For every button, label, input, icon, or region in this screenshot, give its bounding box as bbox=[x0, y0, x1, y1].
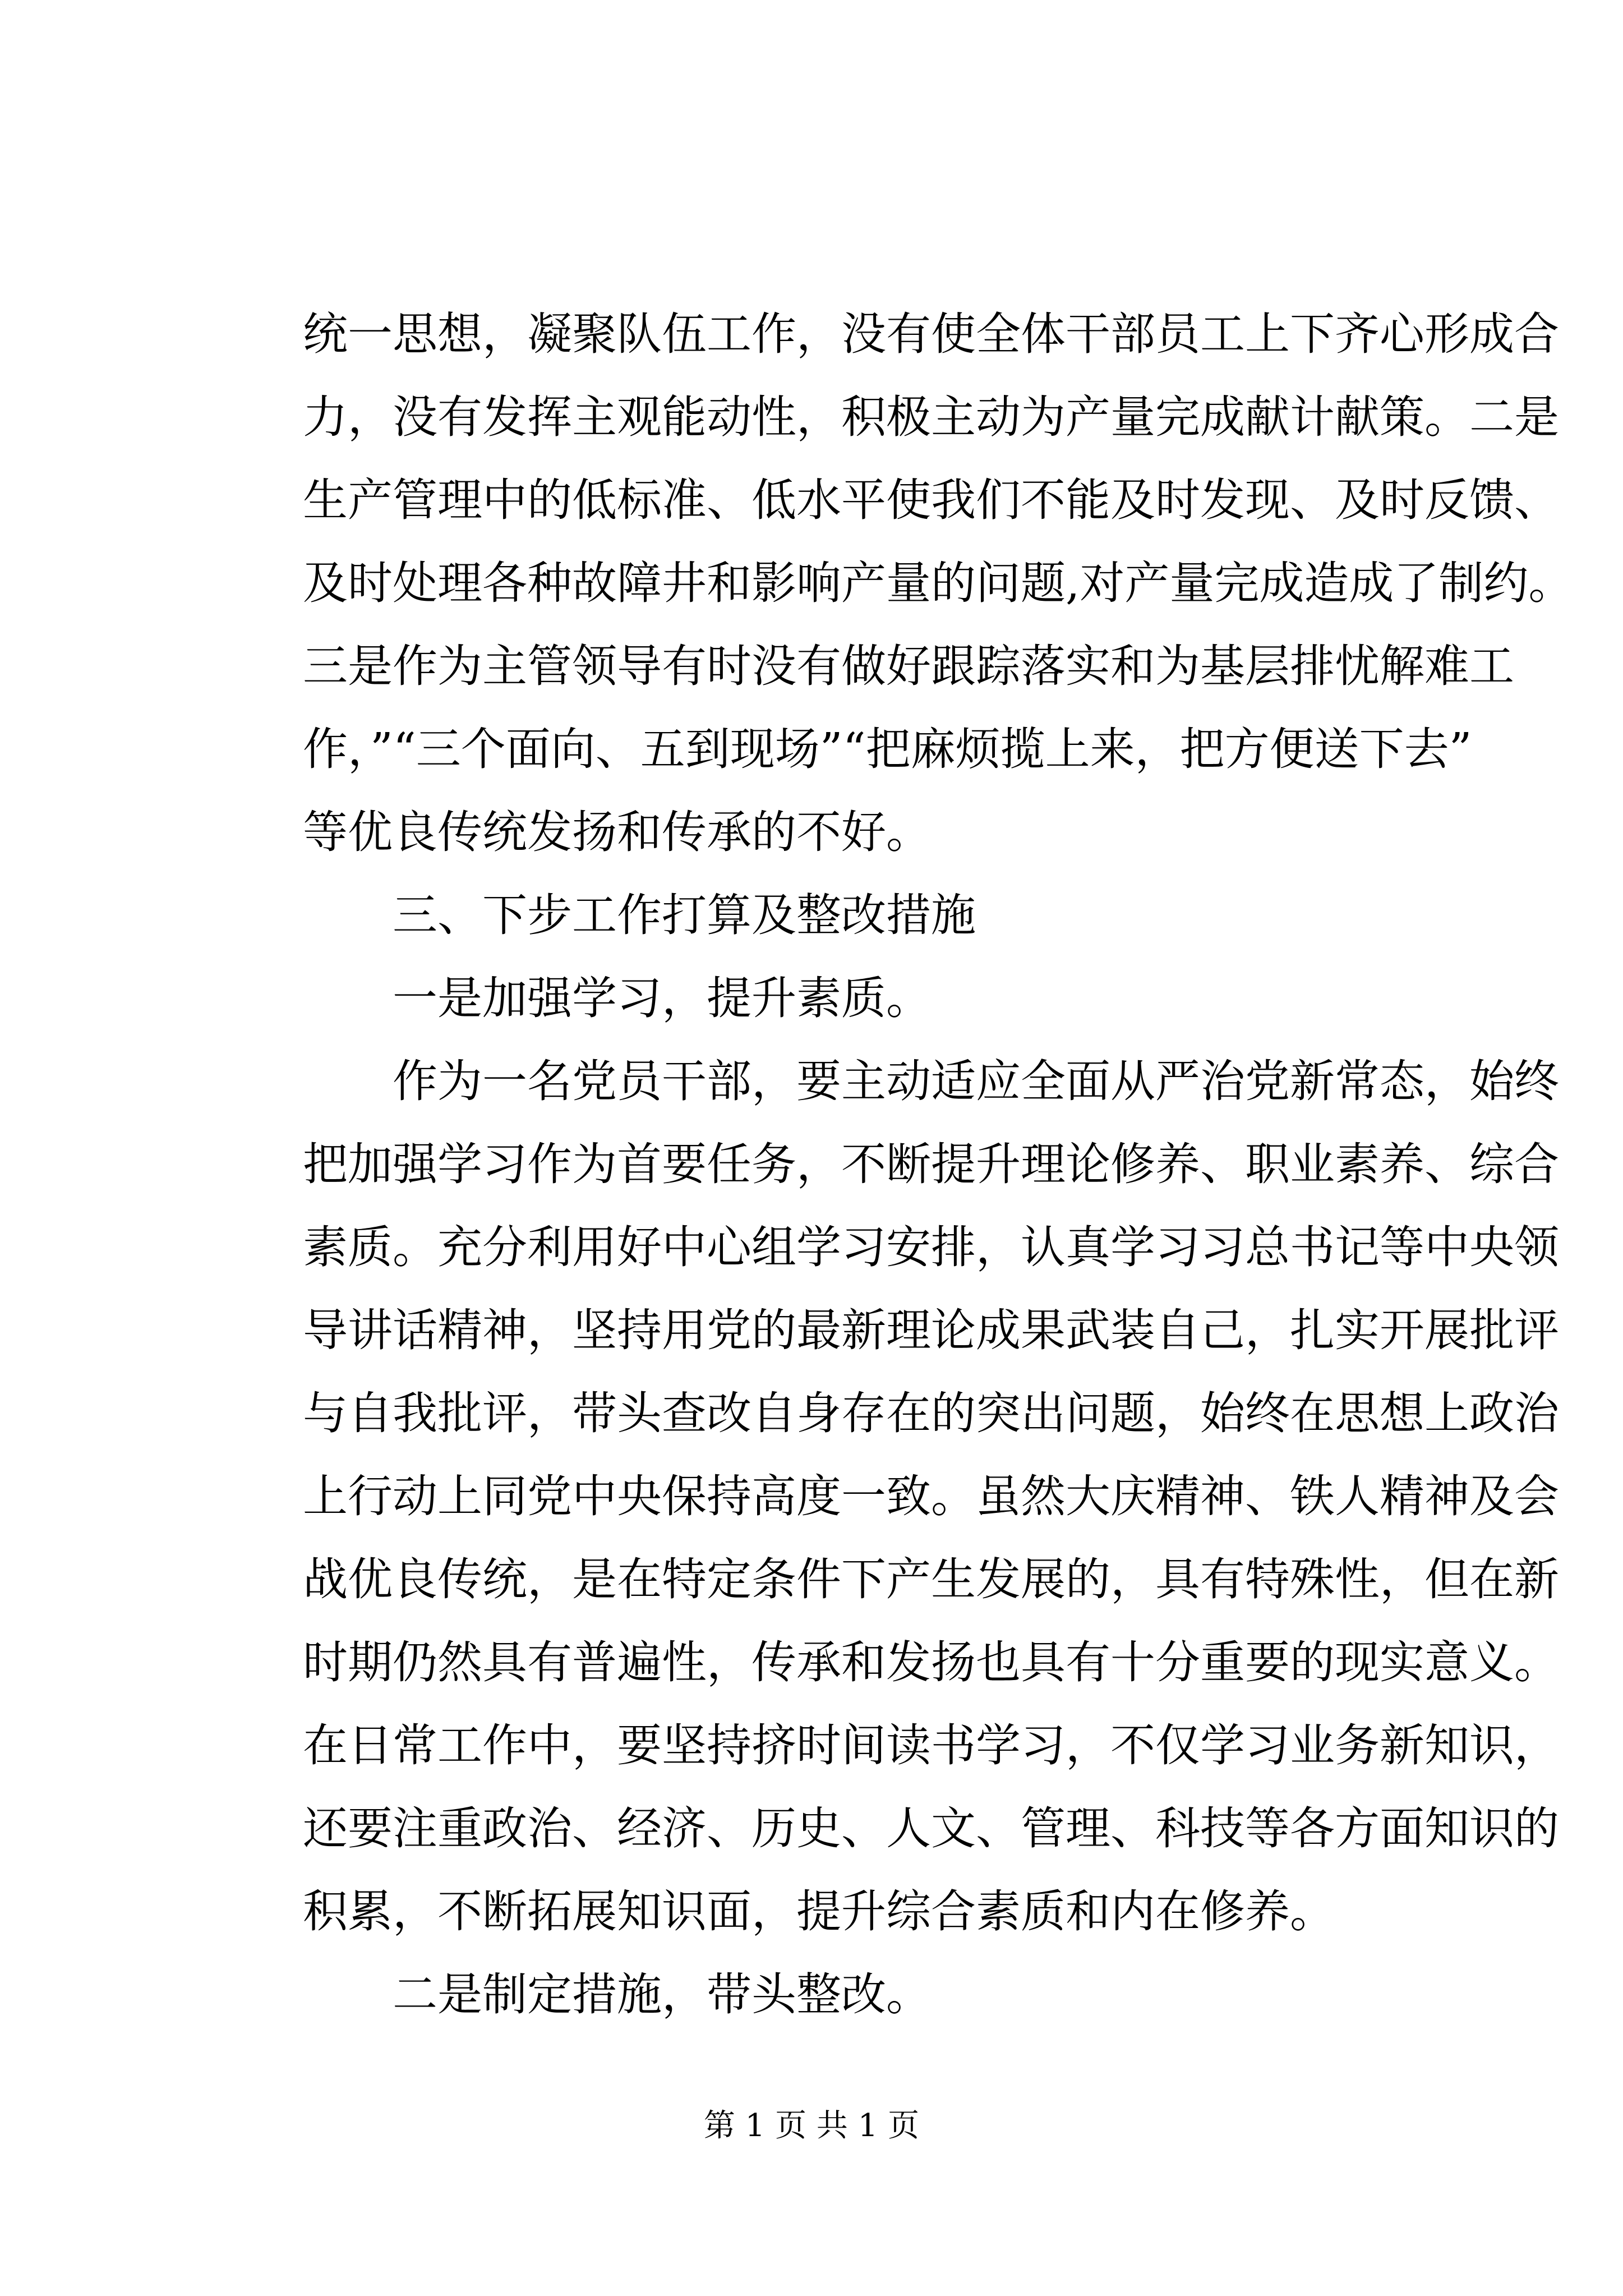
body-line-18: 在日常工作中，要坚持挤时间读书学习，不仅学习业务新知识， bbox=[303, 1719, 1559, 1772]
body-line-17: 时期仍然具有普遍性，传承和发扬也具有十分重要的现实意义。 bbox=[303, 1636, 1559, 1688]
body-line-4: 及时处理各种故障井和影响产量的问题,对产量完成造成了制约。 bbox=[303, 557, 1574, 609]
body-line-14: 与自我批评，带头查改自身存在的突出问题，始终在思想上政治 bbox=[303, 1387, 1559, 1439]
body-line-11: 把加强学习作为首要任务，不断提升理论修养、职业素养、综合 bbox=[303, 1138, 1559, 1190]
subheading-2: 二是制定措施，带头整改。 bbox=[393, 1968, 931, 2021]
page-footer: 第 1 页 共 1 页 bbox=[703, 2108, 920, 2144]
body-line-13: 导讲话精神，坚持用党的最新理论成果武装自己，扎实开展批评 bbox=[303, 1304, 1559, 1356]
body-line-3: 生产管理中的低标准、低水平使我们不能及时发现、及时反馈、 bbox=[303, 474, 1559, 526]
body-line-2: 力，没有发挥主观能动性，积极主动为产量完成献计献策。二是 bbox=[303, 391, 1559, 443]
body-line-5: 三是作为主管领导有时没有做好跟踪落实和为基层排忧解难工 bbox=[303, 640, 1514, 692]
section-heading-3: 三、下步工作打算及整改措施 bbox=[393, 889, 976, 941]
document-body bbox=[303, 293, 1574, 2036]
body-line-6: 作，”“三个面向、五到现场”“把麻烦揽上来，把方便送下去” bbox=[303, 723, 1472, 775]
body-line-7: 等优良传统发扬和传承的不好。 bbox=[303, 806, 931, 858]
body-line-12: 素质。充分利用好中心组学习安排，认真学习习总书记等中央领 bbox=[303, 1221, 1559, 1273]
body-line-10: 作为一名党员干部，要主动适应全面从严治党新常态，始终 bbox=[393, 1055, 1559, 1107]
body-line-19: 还要注重政治、经济、历史、人文、管理、科技等各方面知识的 bbox=[303, 1802, 1559, 1855]
body-line-16: 战优良传统，是在特定条件下产生发展的，具有特殊性，但在新 bbox=[303, 1553, 1559, 1605]
body-line-20: 积累，不断拓展知识面，提升综合素质和内在修养。 bbox=[303, 1885, 1335, 1938]
body-line-15: 上行动上同党中央保持高度一致。虽然大庆精神、铁人精神及会 bbox=[303, 1470, 1559, 1522]
body-line-1: 统一思想，凝聚队伍工作，没有使全体干部员工上下齐心形成合 bbox=[303, 308, 1559, 360]
subheading-1: 一是加强学习，提升素质。 bbox=[393, 972, 931, 1024]
